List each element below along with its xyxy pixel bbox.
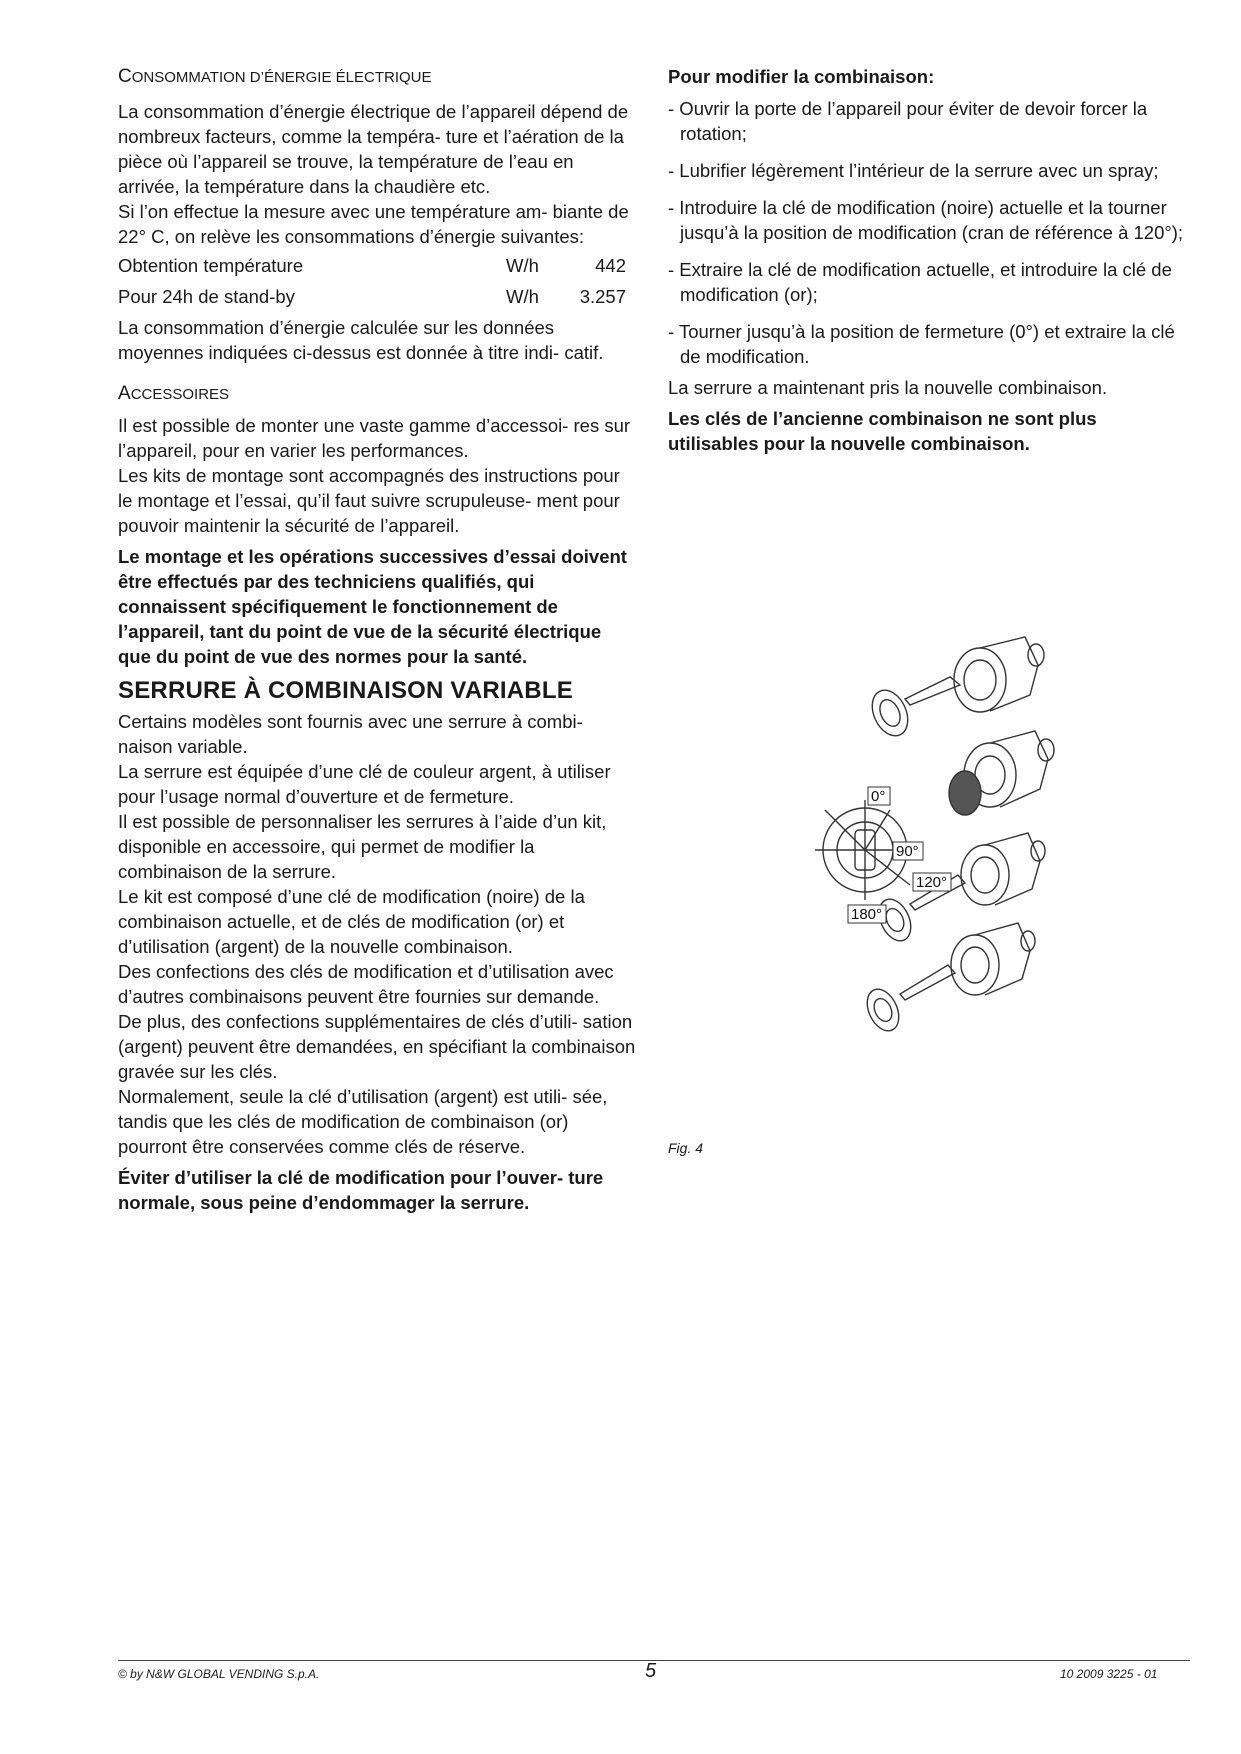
list-item: - Tourner jusqu’à la position de fermeture (0°) et extraire la clé de modification. [668,321,1175,367]
lock-paragraph: Certains modèles sont fournis avec une serrure à combi- naison variable. [118,711,583,757]
key-3 [861,965,955,1036]
figure-caption: Fig. 4 [668,1140,704,1156]
accessories-warning: Le montage et les opérations successives d’essai doivent être effectués par des techniciens qualifiés, qui connaissent spécifiquement le fonctionnement de l’appareil, tant du point de vue de la sécurité électrique que du point de vue des normes pour la santé. [118,546,627,667]
lock-paragraph: Des confections des clés de modification et d’utilisation avec d’autres combinaisons peuvent être fournies sur demande. [118,961,614,1007]
list-item: - Introduire la clé de modification (noire) actuelle et la tourner jusqu’à la position de modification (cran de référence à 120°); [668,197,1184,243]
modify-heading: Pour modifier la combinaison: [668,66,935,87]
lock-paragraph: Le kit est composé d’une clé de modification (noire) de la combinaison actuelle, et de clés de modification (or) et d’utilisation (argent) de la nouvelle combinaison. [118,886,585,957]
accessories-paragraph: Il est possible de monter une vaste gamme d’accessoi- res sur l’appareil, pour en varier les performances. [118,415,631,461]
page-number: 5 [645,1660,657,1682]
accessories-paragraph: Les kits de montage sont accompagnés des instructions pour le montage et l’essai, qu’il faut suivre scrupuleuse- ment pour pouvoir maintenir la sécurité de l’appareil. [118,465,620,536]
angle-label-180: 180° [851,906,883,923]
after-note: La serrure a maintenant pris la nouvelle combinaison. [668,377,1108,398]
accessories-heading: ACCESSOIRES [118,383,230,404]
lock-cylinder-1 [954,637,1044,712]
steps-list [668,96,1188,369]
left-column [118,66,638,1215]
energy-heading: CONSOMMATION D’ÉNERGIE ÉLECTRIQUE [118,66,432,87]
lock-paragraph: La serrure est équipée d’une clé de couleur argent, à utiliser pour l’usage normal d’ouverture et de fermeture. [118,761,611,807]
lock-heading: SERRURE À COMBINAISON VARIABLE [118,677,573,704]
energy-note: La consommation d’énergie calculée sur les données moyennes indiquées ci-dessus est donnée à titre indi- catif. [118,317,604,363]
after-warning: Les clés de l’ancienne combinaison ne sont plus utilisables pour la nouvelle combinaison. [668,408,1097,454]
lock-paragraph: Normalement, seule la clé d’utilisation (argent) est utili- sée, tandis que les clés de modification de combinaison (or) pourront être conservées comme clés de réserve. [118,1086,608,1157]
lock-cylinder-2 [949,731,1054,815]
lock-cylinder-3 [961,833,1045,905]
consumption-row: Pour 24h de stand-by W/h 3.257 [118,286,626,307]
angle-label-120: 120° [916,874,948,891]
angle-label-0: 0° [871,788,886,805]
key-1 [865,677,960,742]
lock-diagram [800,625,1110,1085]
angle-label-90: 90° [896,843,919,860]
lock-warning: Éviter d’utiliser la clé de modification pour l’ouver- ture normale, sous peine d’endommager la serrure. [118,1167,604,1213]
lock-paragraph: Il est possible de personnaliser les serrures à l’aide d’un kit, disponible en accessoire, qui permet de modifier la combinaison de la serrure. [118,811,607,882]
list-item: - Lubrifier légèrement l’intérieur de la serrure avec un spray; [668,160,1159,181]
footer-copyright: © by N&W GLOBAL VENDING S.p.A. [118,1667,320,1681]
list-item: - Extraire la clé de modification actuelle, et introduire la clé de modification (or); [668,259,1172,305]
lock-cylinder-4 [951,923,1035,995]
energy-paragraph: Si l’on effectue la mesure avec une température am- biante de 22° C, on relève les consommations d’énergie suivantes: [118,201,629,247]
consumption-row: Obtention température W/h 442 [118,255,626,276]
lock-paragraph: De plus, des confections supplémentaires de clés d’utili- sation (argent) peuvent être demandées, en spécifiant la combinaison gravée sur les clés. [118,1011,636,1082]
right-column [668,66,1188,456]
list-item: - Ouvrir la porte de l’appareil pour éviter de devoir forcer la rotation; [668,98,1148,144]
energy-paragraph: La consommation d’énergie électrique de l’appareil dépend de nombreux facteurs, comme la tempéra- ture et l’aération de la pièce où l’appareil se trouve, la température de l’eau en arrivée, la température dans la chaudière etc. [118,101,629,197]
doc-code: 10 2009 3225 - 01 [1060,1667,1158,1681]
